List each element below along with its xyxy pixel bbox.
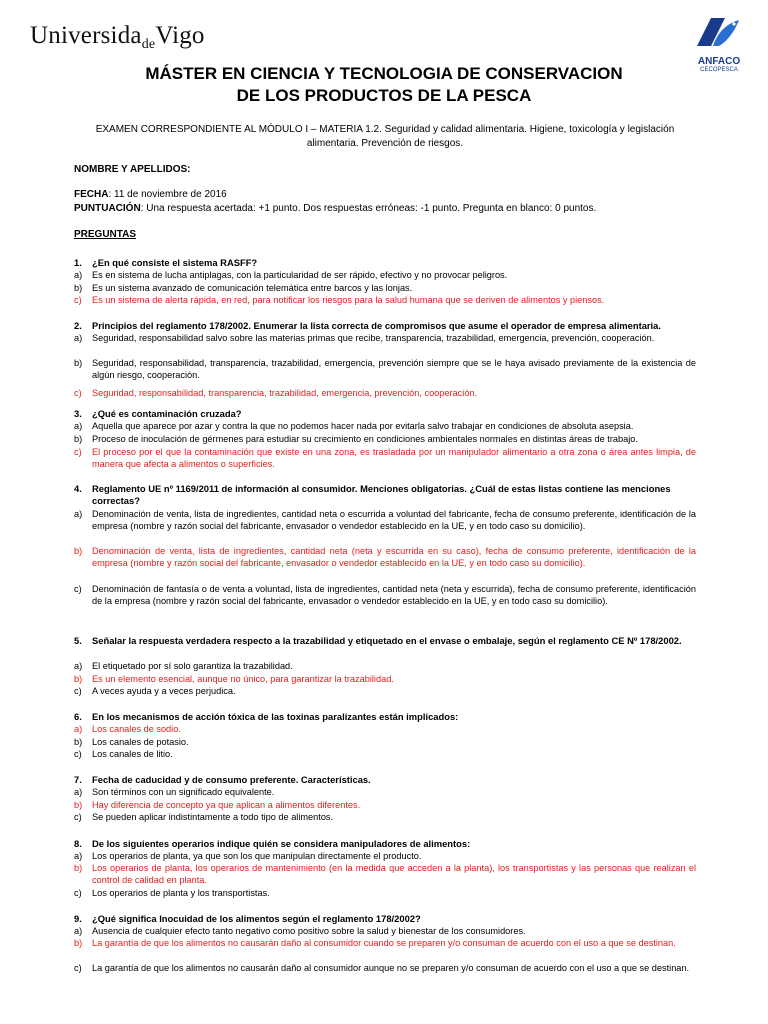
exam-subtitle: EXAMEN CORRESPONDIENTE AL MÓDULO I – MATERIA 1.2. Seguridad y calidad alimentaria. Higiene, toxicología y legislación alimentaria. Prevención de riesgos. — [95, 124, 675, 149]
option-text: El etiquetado por sí solo garantiza la trazabilidad. — [92, 661, 293, 671]
question-5-option-a — [74, 660, 696, 672]
question-8-option-b — [74, 862, 696, 887]
option-letter: b) — [74, 674, 83, 684]
option-text: Los operarios de planta y los transportistas. — [92, 888, 270, 898]
question-2-option-a — [74, 332, 696, 344]
question-number: 3. — [74, 408, 82, 419]
name-label: NOMBRE Y APELLIDOS: — [74, 164, 191, 175]
option-letter: c) — [74, 963, 82, 973]
option-text: Es un elemento esencial, aunque no único, para garantizar la trazabilidad. — [92, 674, 394, 684]
option-letter: c) — [74, 388, 82, 398]
option-text: Los canales de potasio. — [92, 737, 189, 747]
question-7-option-a — [74, 786, 696, 798]
option-letter: a) — [74, 661, 83, 671]
score-line: PUNTUACIÓN: Una respuesta acertada: +1 punto. Dos respuestas erróneas: -1 punto. Pregunta en blanco: 0 puntos. — [74, 203, 597, 214]
question-9-option-a — [74, 925, 696, 937]
question-9 — [74, 913, 696, 925]
option-text: Los canales de litio. — [92, 749, 173, 759]
question-3-option-b — [74, 433, 696, 445]
option-text: Seguridad, responsabilidad, transparencia, trazabilidad, emergencia, prevención siempre que se le haya avisado previamente de la existencia de algún riesgo, cooperación. — [92, 358, 696, 381]
question-text: Principios del reglamento 178/2002. Enumerar la lista correcta de compromisos que asume el operador de empresa alimentaria. — [92, 320, 661, 331]
question-text: De los siguientes operarios indique quién se considera manipuladores de alimentos: — [92, 838, 471, 849]
option-text: La garantía de que los alimentos no causarán daño al consumidor cuando se preparen y/o consuman de acuerdo con el uso a que se destinan. — [92, 938, 676, 948]
option-letter: a) — [74, 509, 83, 519]
option-text: Denominación de fantasía o de venta a voluntad, lista de ingredientes, cantidad neta (neta y escurrida), fecha de consumo preferente, identificación de la empresa (nombre y razón social del fabricante, envasador o vendedor establecido en la UE, y en todo caso su domicilio). — [92, 584, 696, 607]
question-4-option-a — [74, 508, 696, 533]
option-text: Es un sistema de alerta rápida, en red, para notificar los riesgos para la salud humana que se deriven de alimentos y piensos. — [92, 295, 605, 305]
question-2-option-c — [74, 387, 696, 399]
option-text: Es un sistema avanzado de comunicación telemática entre barcos y las lonjas. — [92, 283, 413, 293]
question-text: ¿Qué significa Inocuidad de los alimentos según el reglamento 178/2002? — [92, 913, 421, 924]
option-letter: b) — [74, 434, 83, 444]
question-number: 6. — [74, 711, 82, 722]
option-text: Se pueden aplicar indistintamente a todo tipo de alimentos. — [92, 812, 334, 822]
question-5-option-b — [74, 673, 696, 685]
title-line-1: MÁSTER EN CIENCIA Y TECNOLOGIA DE CONSERVACION — [145, 64, 623, 83]
question-number: 4. — [74, 483, 82, 494]
question-number: 8. — [74, 838, 82, 849]
question-number: 7. — [74, 774, 82, 785]
option-text: Ausencia de cualquier efecto tanto negativo como positivo sobre la salud y bienestar de los consumidores. — [92, 926, 526, 936]
question-9-option-b — [74, 937, 696, 949]
option-letter: c) — [74, 812, 82, 822]
question-number: 1. — [74, 257, 82, 268]
question-8-option-c — [74, 887, 696, 899]
question-1 — [74, 257, 696, 269]
question-6 — [74, 711, 696, 723]
question-8 — [74, 838, 696, 850]
option-letter: a) — [74, 421, 83, 431]
question-1-option-a — [74, 269, 696, 281]
option-text: Denominación de venta, lista de ingredientes, cantidad neta o escurrida a voluntad del fabricante, fecha de consumo preferente, identificación de la empresa (nombre y razón social del fabricante, envasador o vendedor establecido en la UE, y en todo caso su domicilio). — [92, 509, 696, 532]
option-text: A veces ayuda y a veces perjudica. — [92, 686, 236, 696]
question-7-option-b — [74, 799, 696, 811]
option-letter: b) — [74, 938, 83, 948]
option-letter: c) — [74, 295, 82, 305]
option-letter: b) — [74, 358, 83, 368]
option-text: Los operarios de planta, ya que son los que manipulan directamente el producto. — [92, 851, 422, 861]
question-3-option-a — [74, 420, 696, 432]
anfaco-sub: CECOPESCA — [700, 67, 738, 73]
option-text: Son términos con un significado equivalente. — [92, 787, 275, 797]
option-text: Denominación de venta, lista de ingredientes, cantidad neta (neta y escurrida en su caso), fecha de consumo preferente, identificación de la empresa (nombre y razón social del fabricante, envasador o vendedor establecido en la UE, y en todo caso su domicilio). — [92, 546, 696, 569]
question-2 — [74, 320, 696, 332]
option-text: Los operarios de planta, los operarios de mantenimiento (en la medida que acceden a la planta), los transportistas y las personas que realizan el control de calidad en planta. — [92, 863, 696, 886]
option-letter: a) — [74, 851, 83, 861]
question-3 — [74, 408, 696, 420]
option-text: Es en sistema de lucha antiplagas, con la particularidad de ser rápido, efectivo y no provocar peligros. — [92, 270, 508, 280]
question-4-option-c — [74, 583, 696, 608]
question-7 — [74, 774, 696, 786]
questions-heading: PREGUNTAS — [74, 229, 137, 240]
anfaco-name: ANFACO — [697, 56, 741, 67]
question-1-option-c — [74, 294, 696, 306]
option-letter: a) — [74, 787, 83, 797]
question-text: ¿En qué consiste el sistema RASFF? — [92, 257, 258, 268]
option-letter: b) — [74, 737, 83, 747]
option-text: Aquella que aparece por azar y contra la que no podemos hacer nada por evitarla salvo trabajar en condiciones de absoluta asepsia. — [92, 421, 634, 431]
date-line: FECHA: 11 de noviembre de 2016 — [74, 189, 227, 200]
option-text: Seguridad, responsabilidad, transparencia, trazabilidad, emergencia, prevención, cooperación. — [92, 388, 478, 398]
question-5-option-c — [74, 685, 696, 697]
question-8-option-a — [74, 850, 696, 862]
question-number: 2. — [74, 320, 82, 331]
question-7-option-c — [74, 811, 696, 823]
option-letter: a) — [74, 724, 83, 734]
title-line-2: DE LOS PRODUCTOS DE LA PESCA — [236, 86, 532, 105]
question-number: 9. — [74, 913, 82, 924]
question-6-option-b — [74, 736, 696, 748]
university-logo: Universida$_{de}$Vigo — [30, 22, 205, 52]
fish-logo-icon — [695, 16, 743, 50]
option-text: Los canales de sodio. — [92, 724, 181, 734]
question-6-option-c — [74, 748, 696, 760]
option-text: Hay diferencia de concepto ya que aplican a alimentos diferentes. — [92, 800, 361, 810]
option-letter: a) — [74, 270, 83, 280]
question-5 — [74, 635, 696, 647]
option-text: La garantía de que los alimentos no causarán daño al consumidor aunque no se preparen y/o consuman de acuerdo con el uso a que se destinan. — [92, 963, 690, 973]
option-letter: b) — [74, 800, 83, 810]
question-text: Señalar la respuesta verdadera respecto a la trazabilidad y etiquetado en el envase o embalaje, según el reglamento CE Nº 178/2002. — [92, 635, 682, 646]
question-6-option-a — [74, 723, 696, 735]
question-text: Fecha de caducidad y de consumo preferente. Características. — [92, 774, 371, 785]
question-1-option-b — [74, 282, 696, 294]
option-letter: b) — [74, 546, 83, 556]
option-letter: a) — [74, 333, 83, 343]
option-letter: c) — [74, 584, 82, 594]
option-letter: c) — [74, 447, 82, 457]
option-letter: c) — [74, 686, 82, 696]
option-letter: c) — [74, 888, 82, 898]
question-text: Reglamento UE nº 1169/2011 de información al consumidor. Menciones obligatorias. ¿Cuál de estas listas contiene las menciones correctas? — [92, 483, 671, 507]
option-letter: c) — [74, 749, 82, 759]
question-text: En los mecanismos de acción tóxica de las toxinas paralizantes están implicados: — [92, 711, 459, 722]
question-number: 5. — [74, 635, 82, 646]
question-3-option-c — [74, 446, 696, 471]
option-text: Seguridad, responsabilidad salvo sobre las materias primas que recibe, transparencia, trazabilidad, emergencia, prevención, cooperación. — [92, 333, 655, 343]
question-2-option-b — [74, 357, 696, 382]
option-letter: b) — [74, 863, 83, 873]
option-text: El proceso por el que la contaminación que existe en una zona, es trasladada por un manipulador alimentario a otra zona o área antes limpia, de manera que afecta a alimentos o superficies. — [92, 447, 696, 470]
option-letter: b) — [74, 283, 83, 293]
question-text: ¿Qué es contaminación cruzada? — [92, 408, 242, 419]
option-text: Proceso de inoculación de gérmenes para estudiar su crecimiento en condiciones ambientales normales en distintas áreas de trabajo. — [92, 434, 638, 444]
question-4 — [74, 483, 696, 508]
question-4-option-b — [74, 545, 696, 570]
option-letter: a) — [74, 926, 83, 936]
question-9-option-c — [74, 962, 696, 974]
